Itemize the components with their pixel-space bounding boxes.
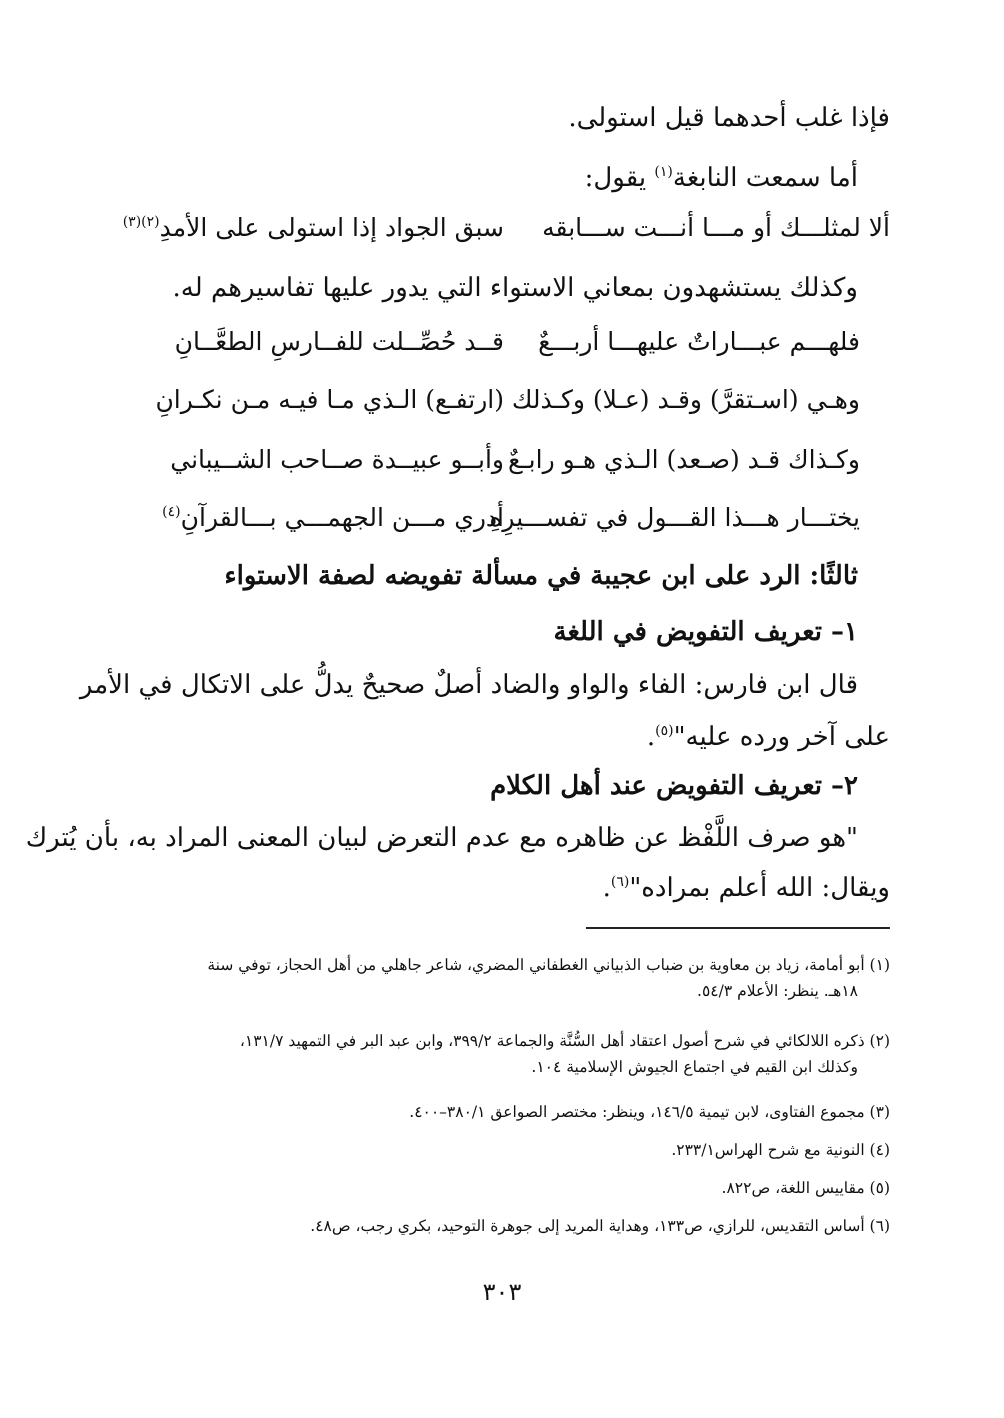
footnote-divider — [586, 927, 890, 929]
footnote-2 — [114, 1028, 890, 1080]
verse-hemistich-2: وأبــو عبيــدة صــاحب الشــيباني — [170, 445, 504, 474]
footnote-5: (٥) مقاييس اللغة، ص٨٢٢. — [721, 1179, 890, 1197]
text-fragment: على آخر ورده عليه" — [673, 722, 890, 752]
verse-5 — [114, 498, 860, 538]
verse-hemistich-1: ألا لمثلـــك أو مـــا أنـــت ســـابقه — [542, 213, 890, 242]
footnote-1 — [114, 952, 890, 1004]
subsection-heading-1: ١– تعريف التفويض في اللغة — [553, 617, 858, 647]
page-number: ٣٠٣ — [482, 1278, 522, 1306]
paragraph-line: "هو صرف اللَّفْظ عن ظاهره مع عدم التعرض لبيان المعنى المراد به، بأن يُترك — [25, 823, 858, 853]
verse-hemistich-1: يختـــار هـــذا القـــول في تفســـيرِهِ — [489, 503, 860, 532]
paragraph-line: قال ابن فارس: الفاء والواو والضاد أصلٌ صحيحٌ يدلُّ على الاتكال في الأمر — [79, 670, 858, 700]
verse-3 — [114, 380, 860, 420]
verse-hemistich-2 — [114, 498, 504, 538]
text-line-2 — [585, 158, 858, 198]
text-fragment: . — [646, 722, 656, 752]
text-line-1: فإذا غلب أحدهما قيل استولى. — [568, 103, 890, 133]
footnote-continuation: وكذلك ابن القيم في اجتماع الجيوش الإسلامية ١٠٤. — [531, 1058, 858, 1076]
text-fragment: يقول: — [584, 163, 655, 193]
text-fragment: ويقال: الله أعلم بمراده" — [629, 873, 890, 903]
text-fragment: سبق الجواد إذا استولى على الأمدِ — [159, 213, 504, 242]
footnote-ref: (٢)(٣) — [122, 214, 160, 230]
verse-2 — [114, 322, 860, 362]
verse-hemistich-2: (ارتفـع) الـذي مـا فيـه مـن نكـرانِ — [155, 385, 504, 414]
footnote-ref: (٤) — [162, 504, 181, 520]
footnote-6: (٦) أساس التقديس، للرازي، ص١٣٣، وهداية المريد إلى جوهرة التوحيد، بكري رجب، ص٤٨. — [310, 1217, 890, 1235]
verse-4 — [114, 440, 860, 480]
verse-hemistich-1: وهـي (اسـتقرَّ) وقـد (عـلا) وكـذلك — [511, 385, 860, 414]
footnote-ref: (٥) — [655, 723, 674, 739]
verse-hemistich-2 — [114, 208, 504, 248]
text-fragment: أدري مـــن الجهمـــي بـــالقرآنِ — [180, 503, 504, 532]
text-fragment: أما سمعت النابغة — [672, 163, 858, 193]
footnote-ref: (٦) — [610, 874, 630, 890]
footnote-continuation: ١٨هـ. ينظر: الأعلام ٥٤/٣. — [697, 982, 858, 1000]
footnote-text: (٢) ذكره اللالكائي في شرح أصول اعتقاد أهل السُّنَّة والجماعة ٣٩٩/٢، وابن عبد البر في التمهيد ١٣١/٧، — [239, 1032, 890, 1050]
paragraph-line: وكذلك يستشهدون بمعاني الاستواء التي يدور عليها تفاسيرهم له. — [172, 273, 858, 303]
footnote-3: (٣) مجموع الفتاوى، لابن تيمية ١٤٦/٥، وينظر: مختصر الصواعق ٣٨٠/١–٤٠٠. — [409, 1103, 890, 1121]
paragraph-line — [603, 868, 890, 908]
verse-hemistich-2: قــد حُصِّــلت للفــارسِ الطعَّــانِ — [174, 327, 504, 356]
text-fragment: . — [602, 873, 611, 903]
verse-1 — [114, 208, 890, 248]
footnote-ref: (١) — [654, 164, 673, 180]
paragraph-line — [647, 717, 890, 757]
section-heading: ثالثًا: الرد على ابن عجيبة في مسألة تفويضه لصفة الاستواء — [224, 561, 858, 591]
footnote-text: (١) أبو أمامة، زياد بن معاوية بن ضباب الذبياني الغطفاني المضري، شاعر جاهلي من أهل الحجاز، توفي سنة — [207, 956, 890, 974]
subsection-heading-2: ٢– تعريف التفويض عند أهل الكلام — [490, 771, 858, 801]
footnote-4: (٤) النونية مع شرح الهراس٢٣٣/١. — [671, 1141, 890, 1159]
verse-hemistich-1: فلهـــم عبـــاراتٌ عليهـــا أربـــعٌ — [538, 327, 860, 356]
verse-hemistich-1: وكـذاك قـد (صـعد) الـذي هـو رابـعٌ — [508, 445, 860, 474]
